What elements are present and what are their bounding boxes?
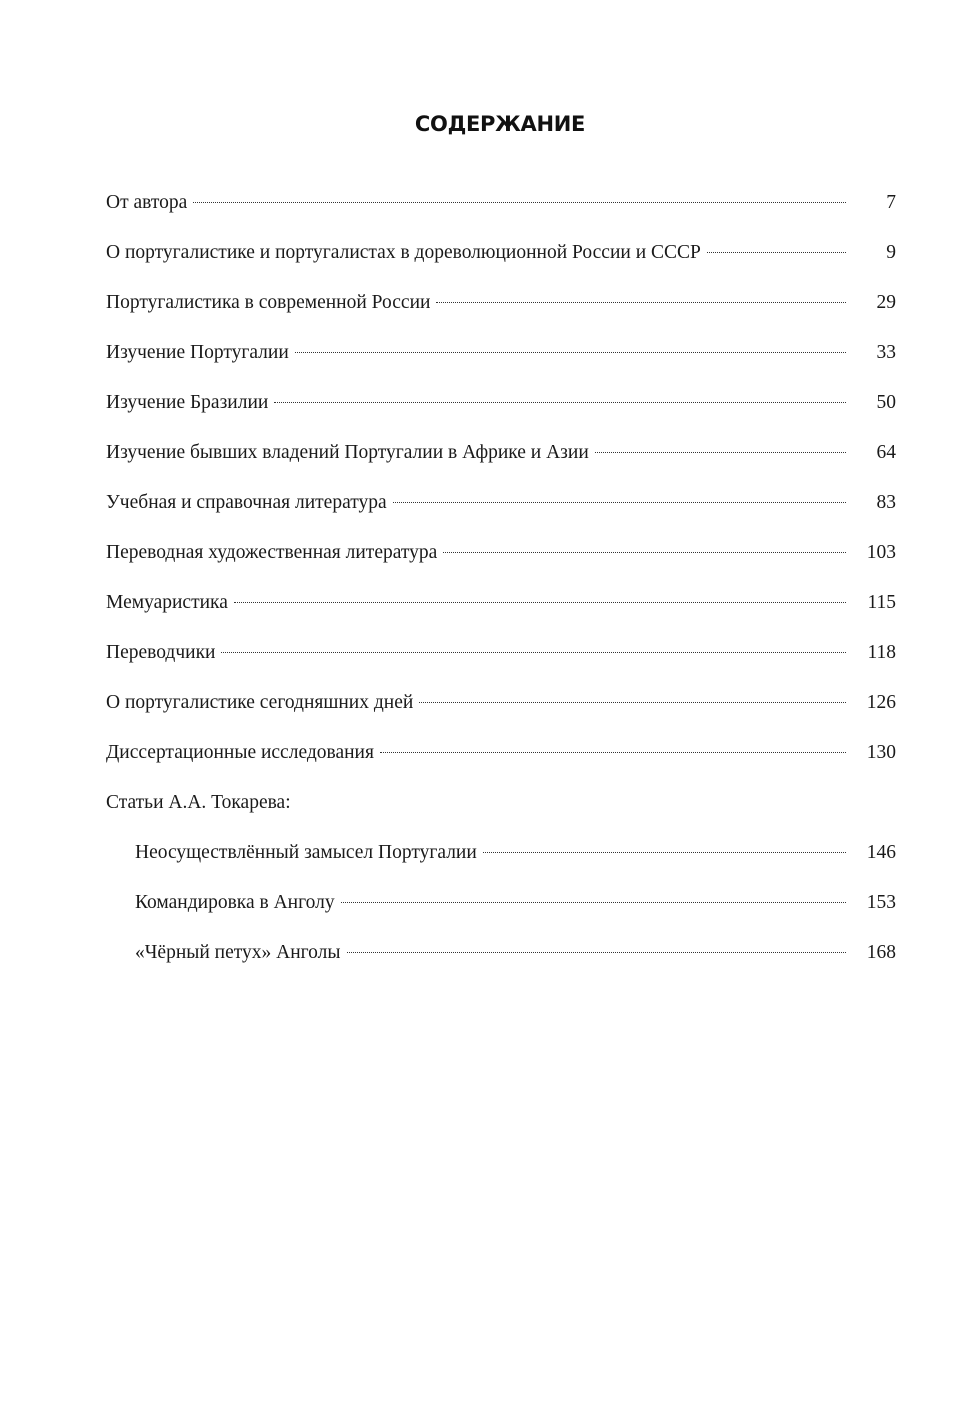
- toc-page-number: 115: [867, 592, 896, 613]
- toc-page-number: 50: [876, 392, 896, 413]
- dot-leader: [595, 452, 846, 453]
- toc-entry-title: Командировка в Анголу: [135, 892, 335, 913]
- toc-page-number: 103: [866, 542, 896, 563]
- toc-subentry: [106, 884, 896, 934]
- dot-leader: [221, 652, 846, 653]
- toc-entry-title: Изучение Бразилии: [106, 392, 269, 413]
- toc-page-number: 64: [876, 442, 896, 463]
- toc-entry-title: Неосуществлённый замысел Португалии: [135, 842, 477, 863]
- toc-page-number: 118: [867, 642, 896, 663]
- toc-entry-title: О португалистике и португалистах в дореволюционной России и СССР: [106, 242, 701, 263]
- toc-entry: [106, 284, 896, 334]
- dot-leader: [419, 702, 846, 703]
- toc-page-number: 83: [876, 492, 896, 513]
- dot-leader: [393, 502, 846, 503]
- dot-leader: [234, 602, 846, 603]
- toc-entry: [106, 534, 896, 584]
- toc-page-number: 29: [876, 292, 896, 313]
- toc-page-number: 7: [886, 192, 896, 213]
- toc-page-number: 126: [866, 692, 896, 713]
- dot-leader: [380, 752, 846, 753]
- toc-entry-title: Учебная и справочная литература: [106, 492, 387, 513]
- dot-leader: [341, 902, 846, 903]
- toc-entry-title: Изучение бывших владений Португалии в Африке и Азии: [106, 442, 589, 463]
- table-of-contents: [106, 184, 896, 984]
- toc-entry: [106, 584, 896, 634]
- toc-entry: [106, 784, 896, 834]
- toc-page-number: 153: [866, 892, 896, 913]
- toc-entry-title: Переводчики: [106, 642, 216, 663]
- dot-leader: [483, 852, 846, 853]
- dot-leader: [347, 952, 846, 953]
- toc-entry: [106, 184, 896, 234]
- toc-page-number: 9: [886, 242, 896, 263]
- toc-entry: [106, 684, 896, 734]
- toc-entry: [106, 234, 896, 284]
- toc-page-number: 130: [866, 742, 896, 763]
- toc-entry-title: Изучение Португалии: [106, 342, 289, 363]
- toc-entry-title: Португалистика в современной России: [106, 292, 431, 313]
- toc-entry: [106, 434, 896, 484]
- dot-leader: [443, 552, 846, 553]
- toc-entry-title: Мемуаристика: [106, 592, 228, 613]
- toc-entry: [106, 634, 896, 684]
- toc-entry-title: От автора: [106, 192, 188, 213]
- toc-page-number: 33: [876, 342, 896, 363]
- toc-entry-title: Статьи А.А. Токарева:: [106, 792, 291, 813]
- page-title: СОДЕРЖАНИЕ: [414, 112, 586, 136]
- toc-page-number: 146: [866, 842, 896, 863]
- toc-page-number: 168: [866, 942, 896, 963]
- dot-leader: [436, 302, 846, 303]
- toc-entry-title: Диссертационные исследования: [106, 742, 374, 763]
- dot-leader: [274, 402, 846, 403]
- toc-entry-title: О португалистике сегодняшних дней: [106, 692, 414, 713]
- toc-entry-title: «Чёрный петух» Анголы: [135, 942, 341, 963]
- dot-leader: [707, 252, 846, 253]
- dot-leader: [193, 202, 846, 203]
- toc-entry: [106, 734, 896, 784]
- dot-leader: [295, 352, 846, 353]
- toc-subentry: [106, 934, 896, 984]
- toc-entry: [106, 384, 896, 434]
- toc-subentry: [106, 834, 896, 884]
- toc-entry-title: Переводная художественная литература: [106, 542, 438, 563]
- toc-entry: [106, 334, 896, 384]
- toc-entry: [106, 484, 896, 534]
